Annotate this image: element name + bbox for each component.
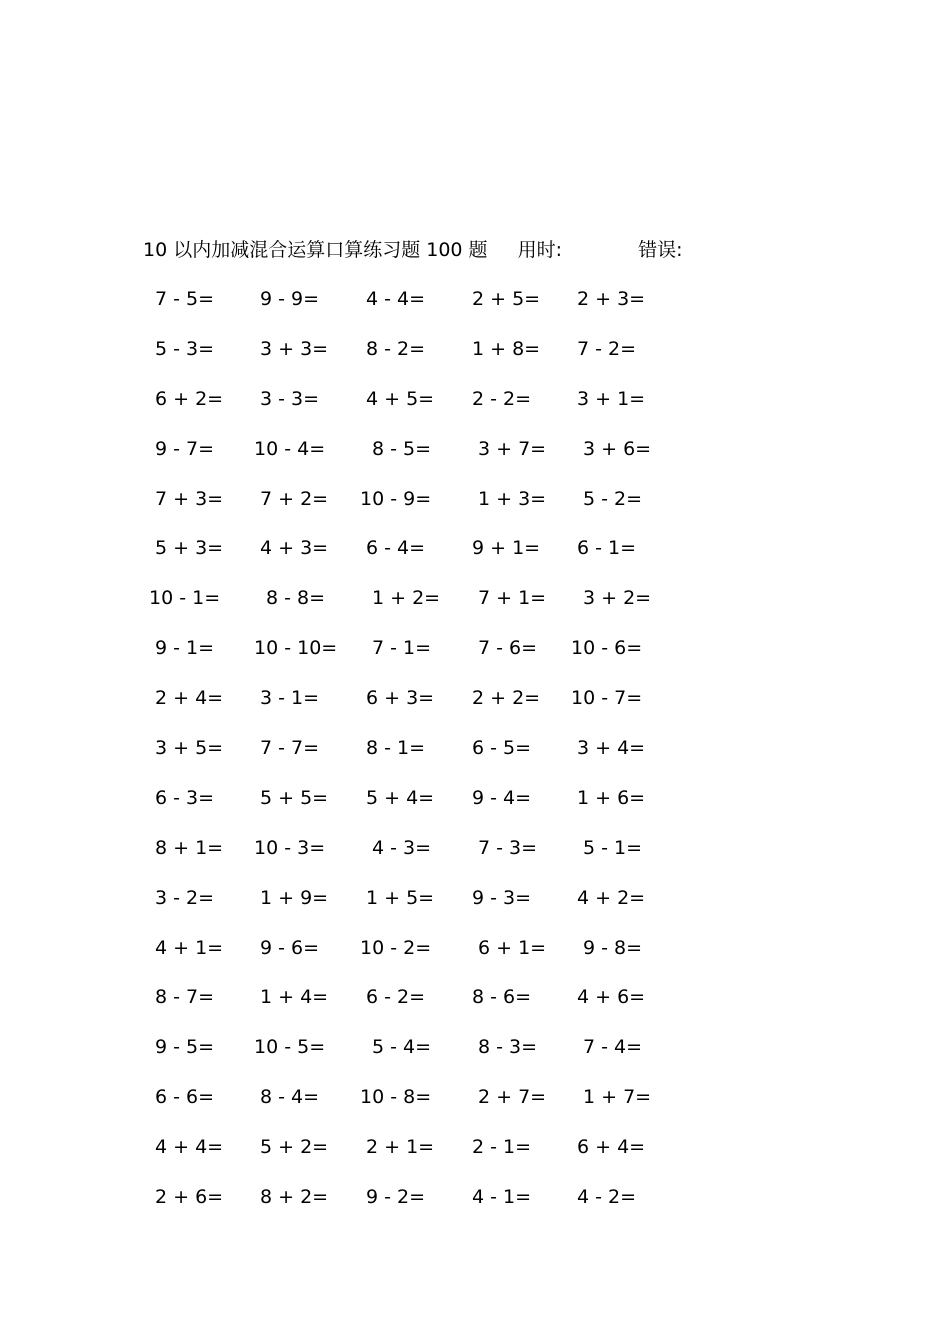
arithmetic-problem: 6 - 6=: [155, 1086, 215, 1109]
arithmetic-problem: 7 - 6=: [478, 637, 538, 660]
arithmetic-problem: 3 + 3=: [260, 337, 329, 360]
arithmetic-problem: 8 - 2=: [366, 337, 426, 360]
arithmetic-problem: 4 - 4=: [366, 288, 426, 310]
arithmetic-problem: 10 - 7=: [571, 687, 643, 710]
arithmetic-problem: 3 + 6=: [583, 437, 652, 460]
arithmetic-problem: 8 - 3=: [478, 1036, 538, 1059]
problem-row: [148, 283, 688, 333]
arithmetic-problem: 3 - 2=: [155, 886, 215, 909]
arithmetic-problem: 6 - 4=: [366, 537, 426, 560]
arithmetic-problem: 1 + 5=: [366, 886, 435, 909]
arithmetic-problem: 1 + 9=: [260, 886, 329, 909]
arithmetic-problem: 8 - 6=: [472, 986, 532, 1009]
worksheet-title: 10 以内加减混合运算口算练习题 100 题: [143, 239, 488, 261]
arithmetic-problem: 6 + 4=: [577, 1136, 646, 1159]
problem-row: [148, 832, 688, 882]
arithmetic-problem: 3 - 3=: [260, 387, 320, 410]
arithmetic-problem: 4 + 1=: [155, 936, 224, 959]
arithmetic-problem: 5 - 4=: [372, 1036, 432, 1059]
arithmetic-problem: 1 + 2=: [372, 587, 441, 610]
arithmetic-problem: 3 + 7=: [478, 437, 547, 460]
problem-row: [148, 732, 688, 782]
arithmetic-problem: 1 + 3=: [478, 487, 547, 510]
arithmetic-problem: 2 + 1=: [366, 1136, 435, 1159]
arithmetic-problem: 10 - 2=: [360, 936, 432, 959]
arithmetic-problem: 10 - 10=: [254, 637, 338, 660]
arithmetic-problem: 10 - 3=: [254, 836, 326, 859]
arithmetic-problem: 2 - 1=: [472, 1136, 532, 1159]
arithmetic-problem: 6 - 3=: [155, 786, 215, 809]
arithmetic-problem: 3 + 5=: [155, 737, 224, 760]
arithmetic-problem: 7 + 2=: [260, 487, 329, 510]
arithmetic-problem: 5 + 5=: [260, 786, 329, 809]
problem-row: [148, 981, 688, 1031]
arithmetic-problem: 8 + 1=: [155, 836, 224, 859]
arithmetic-problem: 4 + 3=: [260, 537, 329, 560]
arithmetic-problem: 10 - 9=: [360, 487, 432, 510]
arithmetic-problem: 7 - 5=: [155, 288, 215, 310]
arithmetic-problem: 9 - 8=: [583, 936, 643, 959]
arithmetic-problem: 10 - 8=: [360, 1086, 432, 1109]
arithmetic-problem: 8 - 5=: [372, 437, 432, 460]
arithmetic-problem: 4 + 2=: [577, 886, 646, 909]
problem-row: [148, 1181, 688, 1231]
arithmetic-problem: 5 + 2=: [260, 1136, 329, 1159]
problem-row: [148, 1031, 688, 1081]
errors-label: 错误:: [638, 239, 683, 261]
arithmetic-problem: 9 - 1=: [155, 637, 215, 660]
arithmetic-problem: 6 - 1=: [577, 537, 637, 560]
arithmetic-problem: 7 + 3=: [155, 487, 224, 510]
problem-row: [148, 682, 688, 732]
arithmetic-problem: 10 - 5=: [254, 1036, 326, 1059]
arithmetic-problem: 5 + 4=: [366, 786, 435, 809]
arithmetic-problem: 2 + 4=: [155, 687, 224, 710]
arithmetic-problem: 3 - 1=: [260, 687, 320, 710]
arithmetic-problem: 6 + 3=: [366, 687, 435, 710]
problem-row: [148, 582, 688, 632]
arithmetic-problem: 7 - 2=: [577, 337, 637, 360]
arithmetic-problem: 2 + 5=: [472, 288, 541, 310]
arithmetic-problem: 10 - 4=: [254, 437, 326, 460]
arithmetic-problem: 9 - 4=: [472, 786, 532, 809]
arithmetic-problem: 1 + 6=: [577, 786, 646, 809]
arithmetic-problem: 7 - 1=: [372, 637, 432, 660]
arithmetic-problem: 9 - 7=: [155, 437, 215, 460]
arithmetic-problem: 2 + 6=: [155, 1186, 224, 1209]
arithmetic-problem: 4 - 3=: [372, 836, 432, 859]
arithmetic-problem: 9 - 5=: [155, 1036, 215, 1059]
arithmetic-problem: 6 + 1=: [478, 936, 547, 959]
problem-row: [148, 632, 688, 682]
arithmetic-problem: 6 - 5=: [472, 737, 532, 760]
arithmetic-problem: 1 + 4=: [260, 986, 329, 1009]
problem-row: [148, 483, 688, 533]
arithmetic-problem: 8 + 2=: [260, 1186, 329, 1209]
arithmetic-problem: 9 - 3=: [472, 886, 532, 909]
problem-row: [148, 932, 688, 982]
arithmetic-problem: 4 + 6=: [577, 986, 646, 1009]
arithmetic-problem: 10 - 1=: [149, 587, 221, 610]
arithmetic-problem: 1 + 8=: [472, 337, 541, 360]
arithmetic-problem: 2 + 2=: [472, 687, 541, 710]
arithmetic-problem: 8 - 7=: [155, 986, 215, 1009]
arithmetic-problem: 8 - 8=: [266, 587, 326, 610]
arithmetic-problem: 9 - 2=: [366, 1186, 426, 1209]
arithmetic-problem: 7 - 3=: [478, 836, 538, 859]
arithmetic-problem: 5 + 3=: [155, 537, 224, 560]
arithmetic-problem: 9 - 6=: [260, 936, 320, 959]
time-used-label: 用时:: [517, 239, 563, 261]
arithmetic-problem: 4 + 4=: [155, 1136, 224, 1159]
problem-row: [148, 1081, 688, 1131]
arithmetic-problem: 2 + 7=: [478, 1086, 547, 1109]
arithmetic-problem: 9 + 1=: [472, 537, 541, 560]
arithmetic-problem: 5 - 3=: [155, 337, 215, 360]
arithmetic-problem: 7 - 7=: [260, 737, 320, 760]
arithmetic-problem: 7 - 4=: [583, 1036, 643, 1059]
problem-row: [148, 1131, 688, 1181]
arithmetic-problem: 8 - 1=: [366, 737, 426, 760]
problem-grid: [148, 283, 688, 1231]
arithmetic-problem: 3 + 2=: [583, 587, 652, 610]
arithmetic-problem: 8 - 4=: [260, 1086, 320, 1109]
arithmetic-problem: 6 - 2=: [366, 986, 426, 1009]
arithmetic-problem: 2 + 3=: [577, 288, 646, 310]
arithmetic-problem: 5 - 2=: [583, 487, 643, 510]
arithmetic-problem: 4 - 1=: [472, 1186, 532, 1209]
problem-row: [148, 383, 688, 433]
problem-row: [148, 532, 688, 582]
arithmetic-problem: 6 + 2=: [155, 387, 224, 410]
problem-row: [148, 433, 688, 483]
problem-row: [148, 782, 688, 832]
worksheet-header: [143, 234, 682, 266]
problem-row: [148, 882, 688, 932]
arithmetic-problem: 4 - 2=: [577, 1186, 637, 1209]
arithmetic-problem: 5 - 1=: [583, 836, 643, 859]
arithmetic-problem: 4 + 5=: [366, 387, 435, 410]
problem-row: [148, 333, 688, 383]
arithmetic-problem: 7 + 1=: [478, 587, 547, 610]
arithmetic-problem: 3 + 4=: [577, 737, 646, 760]
arithmetic-problem: 10 - 6=: [571, 637, 643, 660]
arithmetic-problem: 1 + 7=: [583, 1086, 652, 1109]
arithmetic-problem: 2 - 2=: [472, 387, 532, 410]
arithmetic-problem: 3 + 1=: [577, 387, 646, 410]
arithmetic-problem: 9 - 9=: [260, 288, 320, 310]
